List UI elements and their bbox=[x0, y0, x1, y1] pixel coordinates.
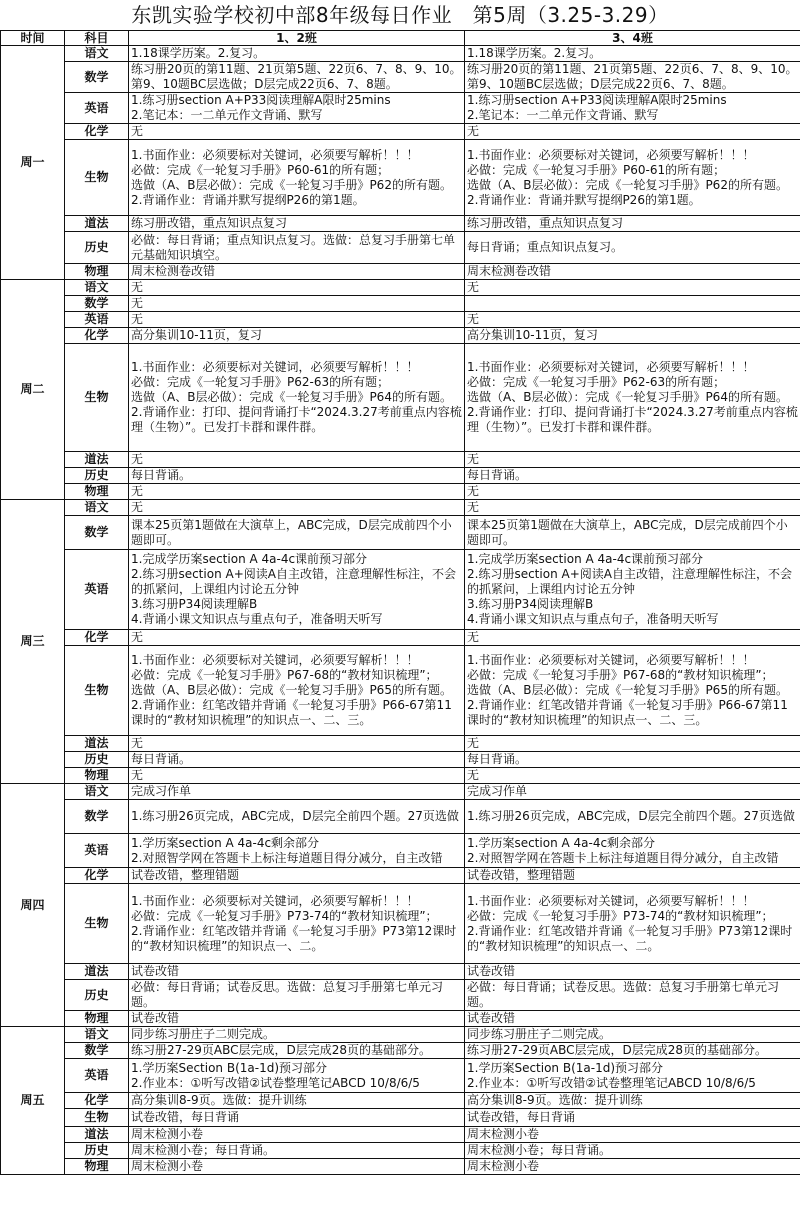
homework-cell-class-1-2: 1.练习册26页完成，ABC完成，D层完全前四个题。27页选做 bbox=[129, 800, 465, 834]
day-cell: 周五 bbox=[1, 1027, 65, 1175]
subject-cell: 物理 bbox=[65, 264, 129, 280]
table-row bbox=[1, 1027, 800, 1043]
homework-cell-class-1-2: 每日背诵。 bbox=[129, 468, 465, 484]
homework-cell-class-1-2: 同步练习册庄子二则完成。 bbox=[129, 1027, 465, 1043]
header-class-3-4: 3、4班 bbox=[465, 31, 800, 46]
homework-cell-class-3-4: 1.完成学历案section A 4a-4c课前预习部分 2.练习册section A+阅读A自主改错，注意理解性标注，不会的抓紧问，上课组内讨论五分钟 3.练习册P34阅读理解B 4.背诵小课文知识点与重点句子，准备明天听写 bbox=[465, 550, 800, 630]
table-row bbox=[1, 752, 800, 768]
homework-cell-class-1-2: 无 bbox=[129, 484, 465, 500]
homework-cell-class-1-2: 1.书面作业：必须要标对关键词，必须要写解析！！！ 必做：完成《一轮复习手册》P73-74的“教材知识梳理”； 2.背诵作业：红笔改错并背诵《一轮复习手册》P73第12课时的“教材知识梳理”的知识点一、二。 bbox=[129, 884, 465, 964]
homework-cell-class-3-4: 无 bbox=[465, 768, 800, 784]
subject-cell: 英语 bbox=[65, 834, 129, 868]
homework-cell-class-1-2: 无 bbox=[129, 280, 465, 296]
table-row bbox=[1, 1159, 800, 1175]
subject-cell: 英语 bbox=[65, 312, 129, 328]
homework-cell-class-3-4: 1.学历案section A 4a-4c剩余部分 2.对照智学网在答题卡上标注每道题目得分减分，自主改错 bbox=[465, 834, 800, 868]
homework-cell-class-3-4: 周末检测卷改错 bbox=[465, 264, 800, 280]
subject-cell: 物理 bbox=[65, 1011, 129, 1027]
homework-cell-class-3-4: 1.书面作业：必须要标对关键词，必须要写解析！！！ 必做：完成《一轮复习手册》P62-63的所有题； 选做（A、B层必做）：完成《一轮复习手册》P64的所有题。 2.背诵作业：打印、提问背诵打卡“2024.3.27考前重点内容梳理（生物）”。已发打卡群和课件群。 bbox=[465, 344, 800, 452]
subject-cell: 道法 bbox=[65, 1127, 129, 1143]
table-row bbox=[1, 452, 800, 468]
table-row bbox=[1, 500, 800, 516]
homework-cell-class-1-2: 无 bbox=[129, 296, 465, 312]
homework-cell-class-1-2: 1.完成学历案section A 4a-4c课前预习部分 2.练习册section A+阅读A自主改错，注意理解性标注，不会的抓紧问，上课组内讨论五分钟 3.练习册P34阅读理解B 4.背诵小课文知识点与重点句子，准备明天听写 bbox=[129, 550, 465, 630]
subject-cell: 英语 bbox=[65, 93, 129, 124]
homework-cell-class-1-2: 1.书面作业：必须要标对关键词，必须要写解析！！！ 必做：完成《一轮复习手册》P60-61的所有题； 选做（A、B层必做）：完成《一轮复习手册》P62的所有题。 2.背诵作业：背诵并默写提纲P26的第1题。 bbox=[129, 140, 465, 216]
table-row bbox=[1, 884, 800, 964]
subject-cell: 生物 bbox=[65, 140, 129, 216]
homework-cell-class-3-4: 试卷改错，每日背诵 bbox=[465, 1109, 800, 1127]
table-row bbox=[1, 1059, 800, 1093]
homework-cell-class-3-4: 练习册改错，重点知识点复习 bbox=[465, 216, 800, 232]
header-class-1-2: 1、2班 bbox=[129, 31, 465, 46]
table-row bbox=[1, 46, 800, 62]
homework-cell-class-3-4: 1.书面作业：必须要标对关键词，必须要写解析！！！ 必做：完成《一轮复习手册》P67-68的“教材知识梳理”； 选做（A、B层必做）：完成《一轮复习手册》P65的所有题。 2.背诵作业：红笔改错并背诵《一轮复习手册》P66-67第11课时的“教材知识梳理”的知识点一、二、三。 bbox=[465, 646, 800, 736]
homework-cell-class-3-4: 练习册20页的第11题、21页第5题、22页6、7、8、9、10。第9、10题BC层选做；D层完成22页6、7、8题。 bbox=[465, 62, 800, 93]
header-subject: 科目 bbox=[65, 31, 129, 46]
day-cell: 周四 bbox=[1, 784, 65, 1027]
homework-cell-class-1-2: 试卷改错 bbox=[129, 964, 465, 980]
table-row bbox=[1, 62, 800, 93]
subject-cell: 物理 bbox=[65, 1159, 129, 1175]
subject-cell: 生物 bbox=[65, 646, 129, 736]
table-row bbox=[1, 93, 800, 124]
homework-cell-class-3-4: 每日背诵。 bbox=[465, 468, 800, 484]
subject-cell: 道法 bbox=[65, 452, 129, 468]
homework-cell-class-1-2: 高分集训10-11页，复习 bbox=[129, 328, 465, 344]
subject-cell: 生物 bbox=[65, 344, 129, 452]
homework-cell-class-3-4: 1.学历案Section B(1a-1d)预习部分 2.作业本：①听写改错②试卷整理笔记ABCD 10/8/6/5 bbox=[465, 1059, 800, 1093]
subject-cell: 数学 bbox=[65, 1043, 129, 1059]
table-row bbox=[1, 328, 800, 344]
homework-cell-class-3-4: 试卷改错 bbox=[465, 964, 800, 980]
table-row bbox=[1, 1093, 800, 1109]
homework-cell-class-1-2: 课本25页第1题做在大演草上，ABC完成，D层完成前四个小题即可。 bbox=[129, 516, 465, 550]
homework-cell-class-3-4: 无 bbox=[465, 452, 800, 468]
homework-cell-class-3-4: 每日背诵。 bbox=[465, 752, 800, 768]
homework-cell-class-1-2: 每日背诵。 bbox=[129, 752, 465, 768]
table-row bbox=[1, 216, 800, 232]
homework-cell-class-1-2: 练习册改错，重点知识点复习 bbox=[129, 216, 465, 232]
homework-cell-class-1-2: 1.书面作业：必须要标对关键词，必须要写解析！！！ 必做：完成《一轮复习手册》P67-68的“教材知识梳理”； 选做（A、B层必做）：完成《一轮复习手册》P65的所有题。 2.背诵作业：红笔改错并背诵《一轮复习手册》P66-67第11课时的“教材知识梳理”的知识点一、二、三。 bbox=[129, 646, 465, 736]
subject-cell: 语文 bbox=[65, 46, 129, 62]
table-row bbox=[1, 1109, 800, 1127]
homework-cell-class-3-4: 1.18课学历案。2.复习。 bbox=[465, 46, 800, 62]
homework-cell-class-3-4: 周末检测小卷；每日背诵。 bbox=[465, 1143, 800, 1159]
homework-cell-class-3-4: 完成习作单 bbox=[465, 784, 800, 800]
header-time: 时间 bbox=[1, 31, 65, 46]
homework-cell-class-1-2: 必做：每日背诵；重点知识点复习。选做：总复习手册第七单元基础知识填空。 bbox=[129, 232, 465, 264]
subject-cell: 历史 bbox=[65, 980, 129, 1011]
table-row bbox=[1, 964, 800, 980]
header-row bbox=[1, 31, 800, 46]
homework-cell-class-1-2: 无 bbox=[129, 452, 465, 468]
table-row bbox=[1, 140, 800, 216]
homework-cell-class-1-2: 无 bbox=[129, 768, 465, 784]
table-row bbox=[1, 784, 800, 800]
homework-cell-class-1-2: 试卷改错 bbox=[129, 1011, 465, 1027]
subject-cell: 数学 bbox=[65, 516, 129, 550]
table-row bbox=[1, 800, 800, 834]
homework-cell-class-1-2: 1.学历案section A 4a-4c剩余部分 2.对照智学网在答题卡上标注每道题目得分减分，自主改错 bbox=[129, 834, 465, 868]
table-row bbox=[1, 550, 800, 630]
table-row bbox=[1, 296, 800, 312]
homework-cell-class-3-4: 必做：每日背诵；试卷反思。选做：总复习手册第七单元习题。 bbox=[465, 980, 800, 1011]
subject-cell: 物理 bbox=[65, 484, 129, 500]
homework-cell-class-3-4: 无 bbox=[465, 484, 800, 500]
homework-cell-class-1-2: 1.练习册section A+P33阅读理解A限时25mins 2.笔记本：一二单元作文背诵、默写 bbox=[129, 93, 465, 124]
homework-cell-class-3-4: 课本25页第1题做在大演草上，ABC完成，D层完成前四个小题即可。 bbox=[465, 516, 800, 550]
homework-cell-class-1-2: 必做：每日背诵；试卷反思。选做：总复习手册第七单元习题。 bbox=[129, 980, 465, 1011]
homework-cell-class-3-4: 周末检测小卷 bbox=[465, 1159, 800, 1175]
homework-cell-class-3-4: 试卷改错 bbox=[465, 1011, 800, 1027]
table-row bbox=[1, 344, 800, 452]
homework-cell-class-1-2: 无 bbox=[129, 500, 465, 516]
table-row bbox=[1, 516, 800, 550]
subject-cell: 数学 bbox=[65, 296, 129, 312]
homework-cell-class-1-2: 无 bbox=[129, 736, 465, 752]
homework-cell-class-3-4: 无 bbox=[465, 736, 800, 752]
homework-cell-class-3-4: 周末检测小卷 bbox=[465, 1127, 800, 1143]
homework-cell-class-3-4: 无 bbox=[465, 312, 800, 328]
subject-cell: 物理 bbox=[65, 768, 129, 784]
subject-cell: 化学 bbox=[65, 1093, 129, 1109]
table-row bbox=[1, 768, 800, 784]
subject-cell: 数学 bbox=[65, 62, 129, 93]
table-row bbox=[1, 232, 800, 264]
homework-cell-class-1-2: 练习册27-29页ABC层完成，D层完成28页的基础部分。 bbox=[129, 1043, 465, 1059]
table-row bbox=[1, 736, 800, 752]
table-row bbox=[1, 646, 800, 736]
homework-cell-class-1-2: 1.学历案Section B(1a-1d)预习部分 2.作业本：①听写改错②试卷整理笔记ABCD 10/8/6/5 bbox=[129, 1059, 465, 1093]
homework-cell-class-3-4: 1.练习册26页完成，ABC完成，D层完全前四个题。27页选做 bbox=[465, 800, 800, 834]
subject-cell: 历史 bbox=[65, 232, 129, 264]
homework-cell-class-3-4: 练习册27-29页ABC层完成，D层完成28页的基础部分。 bbox=[465, 1043, 800, 1059]
subject-cell: 语文 bbox=[65, 1027, 129, 1043]
table-row bbox=[1, 484, 800, 500]
table-row bbox=[1, 834, 800, 868]
homework-cell-class-1-2: 练习册20页的第11题、21页第5题、22页6、7、8、9、10。第9、10题BC层选做；D层完成22页6、7、8题。 bbox=[129, 62, 465, 93]
subject-cell: 道法 bbox=[65, 736, 129, 752]
homework-cell-class-3-4: 无 bbox=[465, 124, 800, 140]
table-row bbox=[1, 868, 800, 884]
homework-table bbox=[0, 30, 800, 1175]
table-row bbox=[1, 124, 800, 140]
table-row bbox=[1, 1127, 800, 1143]
subject-cell: 语文 bbox=[65, 784, 129, 800]
table-row bbox=[1, 312, 800, 328]
table-row bbox=[1, 980, 800, 1011]
subject-cell: 化学 bbox=[65, 868, 129, 884]
homework-cell-class-3-4: 1.书面作业：必须要标对关键词，必须要写解析！！！ 必做：完成《一轮复习手册》P73-74的“教材知识梳理”； 2.背诵作业：红笔改错并背诵《一轮复习手册》P73第12课时的“教材知识梳理”的知识点一、二。 bbox=[465, 884, 800, 964]
homework-cell-class-1-2: 无 bbox=[129, 312, 465, 328]
subject-cell: 化学 bbox=[65, 124, 129, 140]
subject-cell: 道法 bbox=[65, 216, 129, 232]
homework-cell-class-1-2: 周末检测卷改错 bbox=[129, 264, 465, 280]
homework-cell-class-3-4: 无 bbox=[465, 630, 800, 646]
subject-cell: 历史 bbox=[65, 468, 129, 484]
homework-cell-class-1-2: 试卷改错，每日背诵 bbox=[129, 1109, 465, 1127]
homework-cell-class-3-4: 同步练习册庄子二则完成。 bbox=[465, 1027, 800, 1043]
subject-cell: 化学 bbox=[65, 328, 129, 344]
table-row bbox=[1, 264, 800, 280]
table-row bbox=[1, 468, 800, 484]
homework-cell-class-1-2: 周末检测小卷 bbox=[129, 1159, 465, 1175]
subject-cell: 历史 bbox=[65, 752, 129, 768]
subject-cell: 数学 bbox=[65, 800, 129, 834]
table-row bbox=[1, 1143, 800, 1159]
homework-cell-class-1-2: 高分集训8-9页。选做：提升训练 bbox=[129, 1093, 465, 1109]
subject-cell: 英语 bbox=[65, 550, 129, 630]
subject-cell: 化学 bbox=[65, 630, 129, 646]
table-row bbox=[1, 630, 800, 646]
subject-cell: 生物 bbox=[65, 884, 129, 964]
homework-cell-class-3-4: 试卷改错，整理错题 bbox=[465, 868, 800, 884]
homework-cell-class-3-4 bbox=[465, 296, 800, 312]
subject-cell: 语文 bbox=[65, 280, 129, 296]
homework-cell-class-3-4: 无 bbox=[465, 280, 800, 296]
day-cell: 周一 bbox=[1, 46, 65, 280]
homework-cell-class-1-2: 试卷改错，整理错题 bbox=[129, 868, 465, 884]
homework-cell-class-1-2: 周末检测小卷 bbox=[129, 1127, 465, 1143]
subject-cell: 语文 bbox=[65, 500, 129, 516]
table-row bbox=[1, 1011, 800, 1027]
homework-cell-class-3-4: 无 bbox=[465, 500, 800, 516]
page-title: 东凯实验学校初中部8年级每日作业 第5周（3.25-3.29） bbox=[131, 3, 669, 27]
homework-cell-class-3-4: 高分集训8-9页。选做：提升训练 bbox=[465, 1093, 800, 1109]
homework-cell-class-1-2: 1.书面作业：必须要标对关键词，必须要写解析！！！ 必做：完成《一轮复习手册》P62-63的所有题； 选做（A、B层必做）：完成《一轮复习手册》P64的所有题。 2.背诵作业：打印、提问背诵打卡“2024.3.27考前重点内容梳理（生物）”。已发打卡群和课件群。 bbox=[129, 344, 465, 452]
homework-cell-class-3-4: 1.书面作业：必须要标对关键词，必须要写解析！！！ 必做：完成《一轮复习手册》P60-61的所有题； 选做（A、B层必做）：完成《一轮复习手册》P62的所有题。 2.背诵作业：背诵并默写提纲P26的第1题。 bbox=[465, 140, 800, 216]
subject-cell: 英语 bbox=[65, 1059, 129, 1093]
homework-cell-class-1-2: 无 bbox=[129, 124, 465, 140]
homework-cell-class-1-2: 1.18课学历案。2.复习。 bbox=[129, 46, 465, 62]
homework-cell-class-1-2: 周末检测小卷；每日背诵。 bbox=[129, 1143, 465, 1159]
day-cell: 周二 bbox=[1, 280, 65, 500]
homework-cell-class-1-2: 完成习作单 bbox=[129, 784, 465, 800]
subject-cell: 生物 bbox=[65, 1109, 129, 1127]
day-cell: 周三 bbox=[1, 500, 65, 784]
table-row bbox=[1, 1043, 800, 1059]
subject-cell: 道法 bbox=[65, 964, 129, 980]
homework-cell-class-3-4: 1.练习册section A+P33阅读理解A限时25mins 2.笔记本：一二单元作文背诵、默写 bbox=[465, 93, 800, 124]
homework-cell-class-1-2: 无 bbox=[129, 630, 465, 646]
homework-cell-class-3-4: 每日背诵；重点知识点复习。 bbox=[465, 232, 800, 264]
subject-cell: 历史 bbox=[65, 1143, 129, 1159]
homework-cell-class-3-4: 高分集训10-11页，复习 bbox=[465, 328, 800, 344]
table-row bbox=[1, 280, 800, 296]
